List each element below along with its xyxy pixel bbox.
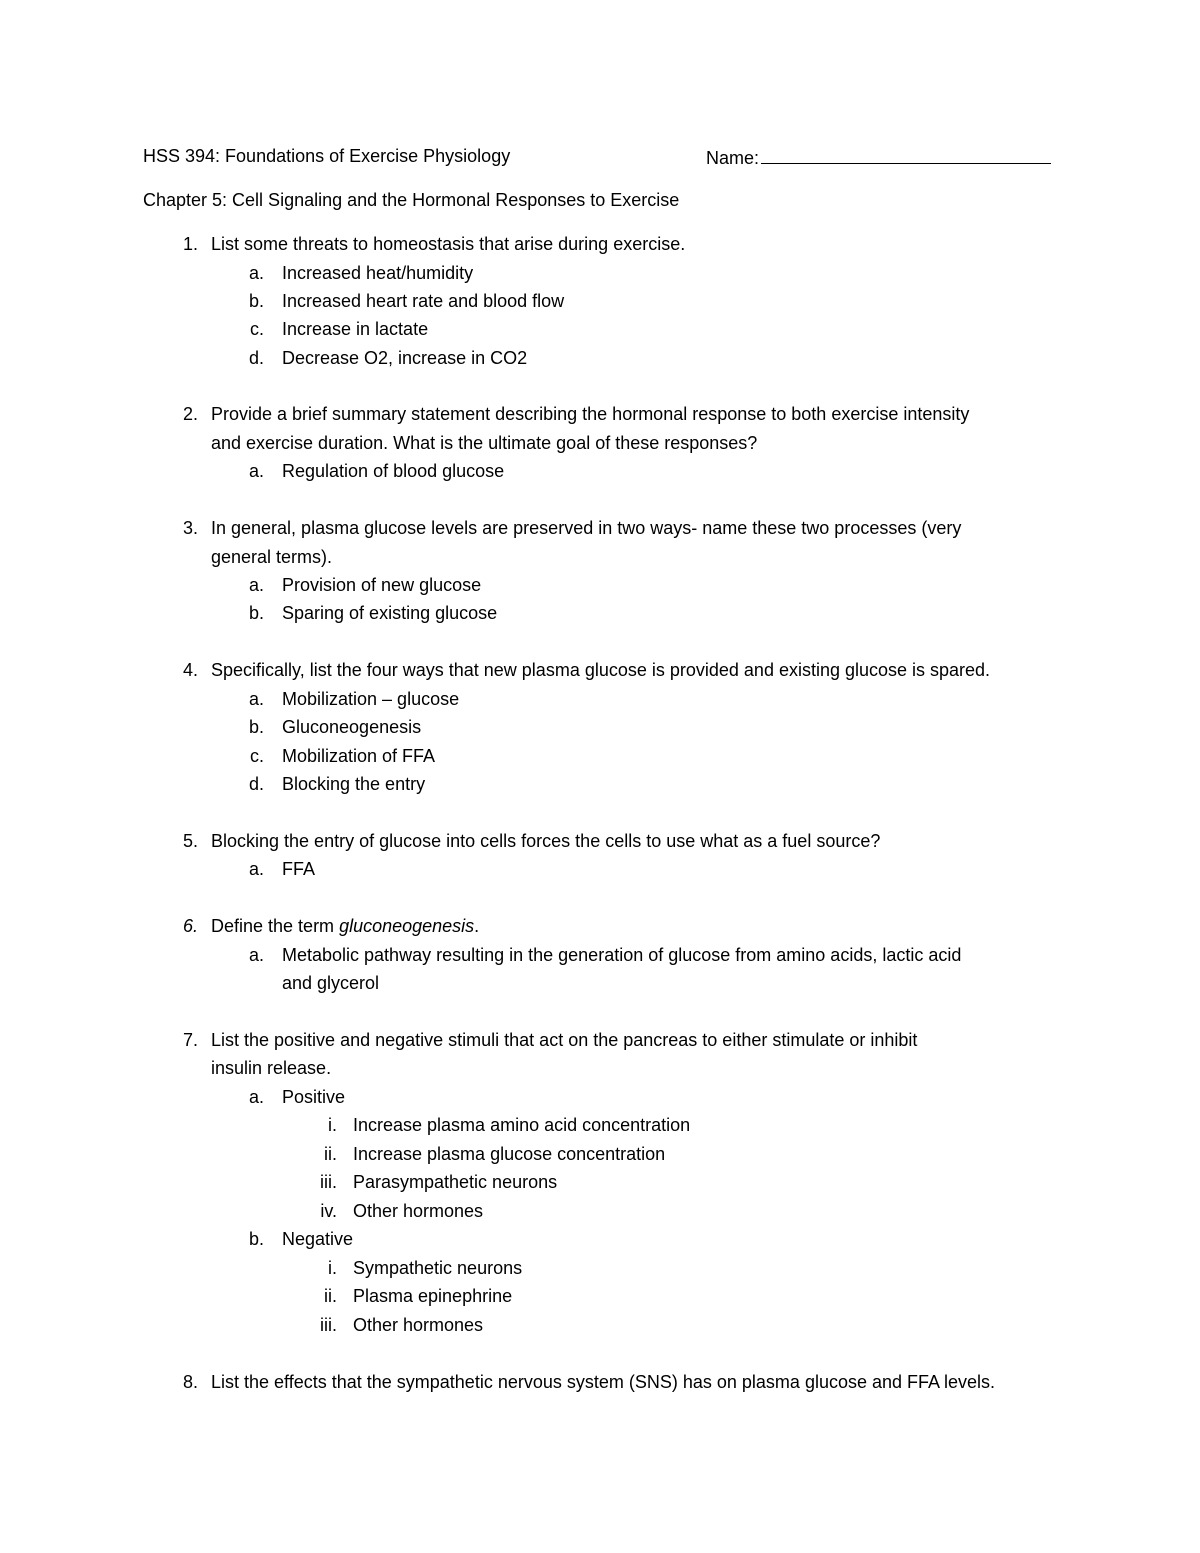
question-text: List the positive and negative stimuli that act on the pancreas to either stimulate or inhibit: [211, 1030, 918, 1050]
question-number: 2.: [182, 404, 198, 424]
name-blank-line: [761, 145, 1051, 164]
sub-text: Other hormones: [353, 1201, 484, 1221]
answer-text: Negative: [282, 1229, 354, 1249]
sub-numeral: iii.: [320, 1172, 337, 1192]
question-text: [211, 915, 479, 937]
answer-letter: c.: [249, 746, 264, 766]
question-prefix: Define the term: [211, 916, 340, 936]
question-number: 7.: [182, 1030, 198, 1050]
answer-letter: a.: [248, 689, 264, 709]
sub-numeral: ii.: [324, 1144, 337, 1164]
question-text: Provide a brief summary statement describing the hormonal response to both exercise intensity: [211, 404, 970, 424]
answer-letter: d.: [248, 348, 264, 368]
answer-letter: b.: [248, 1229, 264, 1249]
answer-text: Regulation of blood glucose: [282, 461, 505, 481]
sub-numeral: iv.: [320, 1201, 337, 1221]
chapter-title: Chapter 5: Cell Signaling and the Hormonal Responses to Exercise: [143, 190, 680, 210]
sub-text: Plasma epinephrine: [353, 1286, 513, 1306]
answer-letter: a.: [248, 1087, 264, 1107]
question-number: 6.: [182, 916, 198, 936]
answer-text: FFA: [282, 859, 316, 879]
answer-letter: a.: [248, 945, 264, 965]
answer-letter: a.: [248, 575, 264, 595]
question-suffix: .: [474, 916, 480, 936]
sub-text: Increase plasma glucose concentration: [353, 1144, 666, 1164]
sub-numeral: iii.: [320, 1315, 337, 1335]
question-number: 4.: [182, 660, 198, 680]
answer-letter: a.: [248, 859, 264, 879]
answer-letter: c.: [249, 319, 264, 339]
course-title: HSS 394: Foundations of Exercise Physiology: [143, 146, 511, 166]
sub-numeral: ii.: [324, 1286, 337, 1306]
answer-text: Provision of new glucose: [282, 575, 482, 595]
answer-text: Positive: [282, 1087, 346, 1107]
question-text: List the effects that the sympathetic nervous system (SNS) has on plasma glucose and FFA levels.: [211, 1372, 996, 1392]
question-text: Specifically, list the four ways that new plasma glucose is provided and existing glucose is spared.: [211, 660, 991, 680]
question-text: general terms).: [211, 547, 333, 567]
name-label: Name:: [706, 148, 760, 168]
answer-letter: a.: [248, 461, 264, 481]
answer-text: Blocking the entry: [282, 774, 426, 794]
answer-text: Sparing of existing glucose: [282, 603, 498, 623]
question-text: and exercise duration. What is the ultimate goal of these responses?: [211, 433, 758, 453]
sub-text: Parasympathetic neurons: [353, 1172, 558, 1192]
answer-letter: d.: [248, 774, 264, 794]
sub-numeral: i.: [328, 1258, 337, 1278]
answer-text: Increased heart rate and blood flow: [282, 291, 565, 311]
answer-text: Gluconeogenesis: [282, 717, 422, 737]
question-text: Blocking the entry of glucose into cells forces the cells to use what as a fuel source?: [211, 831, 881, 851]
answer-letter: b.: [248, 717, 264, 737]
answer-letter: b.: [248, 603, 264, 623]
answer-text: and glycerol: [282, 973, 380, 993]
answer-letter: b.: [248, 291, 264, 311]
question-number: 1.: [182, 234, 198, 254]
sub-text: Other hormones: [353, 1315, 484, 1335]
sub-text: Sympathetic neurons: [353, 1258, 523, 1278]
answer-text: Increased heat/humidity: [282, 263, 474, 283]
answer-text: Metabolic pathway resulting in the generation of glucose from amino acids, lactic acid: [282, 945, 962, 965]
sub-text: Increase plasma amino acid concentration: [353, 1115, 691, 1135]
answer-text: Mobilization of FFA: [282, 746, 436, 766]
question-number: 3.: [182, 518, 198, 538]
question-number: 8.: [182, 1372, 198, 1392]
answer-text: Mobilization – glucose: [282, 689, 460, 709]
answer-text: Decrease O2, increase in CO2: [282, 348, 528, 368]
question-text: In general, plasma glucose levels are preserved in two ways- name these two processes (very: [211, 518, 962, 538]
term-gluconeogenesis: gluconeogenesis: [339, 916, 475, 936]
answer-letter: a.: [248, 263, 264, 283]
answer-text: Increase in lactate: [282, 319, 429, 339]
name-field: [706, 145, 1051, 169]
question-text: insulin release.: [211, 1058, 332, 1078]
sub-numeral: i.: [328, 1115, 337, 1135]
question-number: 5.: [182, 831, 198, 851]
question-text: List some threats to homeostasis that arise during exercise.: [211, 234, 686, 254]
